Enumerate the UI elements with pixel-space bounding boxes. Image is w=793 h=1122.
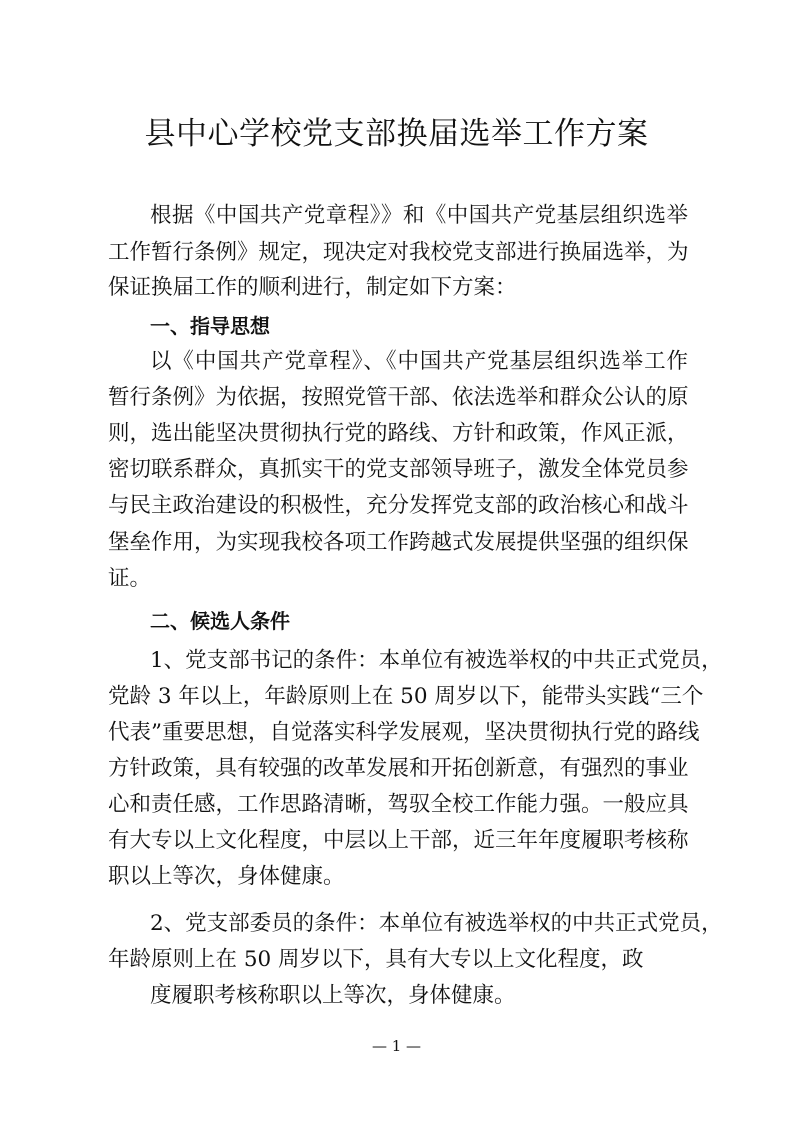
section1-line-5: 与民主政治建设的积极性，充分发挥党支部的政治核心和战斗 xyxy=(108,493,689,518)
section1-line-6: 堡垒作用，为实现我校各项工作跨越式发展提供坚强的组织保 xyxy=(108,530,689,555)
intro-line-2: 工作暂行条例》规定，现决定对我校党支部进行换届选举，为 xyxy=(108,240,689,265)
section1-heading: 一、指导思想 xyxy=(150,314,270,338)
section1-line-1: 以《中国共产党章程》、《中国共产党基层组织选举工作 xyxy=(150,349,688,374)
section2-item1-line-1: 1、党支部书记的条件：本单位有被选举权的中共正式党员， xyxy=(150,648,723,673)
section1-line-3: 则，选出能坚决贯彻执行党的路线、方针和政策，作风正派， xyxy=(108,421,689,446)
section1-line-4: 密切联系群众，真抓实干的党支部领导班子，激发全体党员参 xyxy=(108,457,689,482)
section2-item1-line-6: 有大专以上文化程度，中层以上干部，近三年年度履职考核称 xyxy=(108,828,689,853)
section2-item1-line-3: 代表”重要思想，自觉落实科学发展观，坚决贯彻执行党的路线 xyxy=(108,720,700,745)
section2-item2-line-1: 2、党支部委员的条件：本单位有被选举权的中共正式党员， xyxy=(150,911,723,936)
intro-line-3: 保证换届工作的顺利进行，制定如下方案： xyxy=(108,275,517,300)
section1-line-7: 证。 xyxy=(108,566,152,591)
section2-item1-line-4: 方针政策，具有较强的改革发展和开拓创新意，有强烈的事业 xyxy=(108,756,689,781)
section1-line-2: 暂行条例》为依据，按照党管干部、依法选举和群众公认的原 xyxy=(108,385,689,410)
section2-item1-line-7: 职以上等次，身体健康。 xyxy=(108,864,345,889)
document-title: 县中心学校党支部换届选举工作方案 xyxy=(144,116,649,152)
page-number: — 1 — xyxy=(371,1037,422,1055)
intro-line-1: 根据《中国共产党章程》》和《中国共产党基层组织选举 xyxy=(150,203,688,228)
section2-item1-line-5: 心和责任感，工作思路清晰，驾驭全校工作能力强。一般应具 xyxy=(108,792,689,817)
section2-item2-line-3: 度履职考核称职以上等次，身体健康。 xyxy=(150,983,516,1008)
section2-heading: 二、候选人条件 xyxy=(150,609,290,633)
section2-item2-line-2: 年龄原则上在 50 周岁以下，具有大专以上文化程度，政 xyxy=(108,947,644,972)
section2-item1-line-2: 党龄 3 年以上，年龄原则上在 50 周岁以下，能带头实践“三个 xyxy=(108,684,704,709)
